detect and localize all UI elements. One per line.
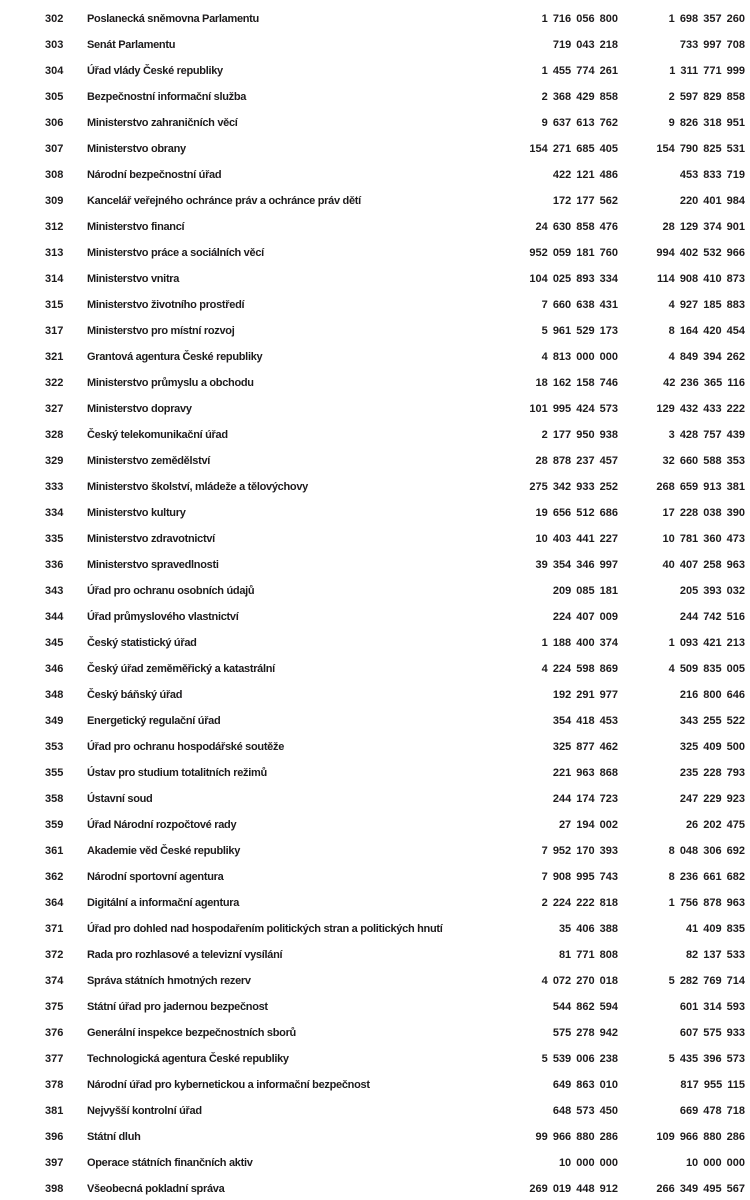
budget-amount-col2: 247 229 923 (679, 793, 745, 805)
chapter-code: 345 (45, 637, 64, 649)
chapter-code: 396 (45, 1131, 64, 1143)
budget-amount-col1: 35 406 388 (558, 923, 618, 935)
chapter-code: 346 (45, 663, 64, 675)
budget-amount-col2: 220 401 984 (679, 195, 745, 207)
table-row (0, 500, 750, 526)
budget-amount-col1: 209 085 181 (552, 585, 618, 597)
table-row (0, 318, 750, 344)
table-row (0, 656, 750, 682)
chapter-name: Energetický regulační úřad (87, 715, 221, 727)
table-row (0, 864, 750, 890)
table-row (0, 214, 750, 240)
table-row (0, 136, 750, 162)
budget-amount-col1: 7 908 995 743 (541, 871, 618, 883)
budget-amount-col2: 244 742 516 (679, 611, 745, 623)
table-row (0, 942, 750, 968)
budget-amount-col1: 224 407 009 (552, 611, 618, 623)
table-row (0, 1124, 750, 1150)
budget-amount-col2: 205 393 032 (679, 585, 745, 597)
chapter-code: 304 (45, 65, 64, 77)
budget-amount-col1: 81 771 808 (558, 949, 618, 961)
chapter-code: 355 (45, 767, 64, 779)
table-row (0, 396, 750, 422)
chapter-name: Generální inspekce bezpečnostních sborů (87, 1027, 296, 1039)
chapter-name: Úřad vlády České republiky (87, 65, 223, 77)
table-row (0, 344, 750, 370)
table-row (0, 1176, 750, 1200)
budget-amount-col2: 114 908 410 873 (657, 273, 745, 285)
table-row (0, 682, 750, 708)
chapter-name: Úřad pro ochranu osobních údajů (87, 585, 255, 597)
budget-amount-col1: 192 291 977 (552, 689, 618, 701)
chapter-code: 315 (45, 299, 64, 311)
budget-amount-col1: 4 224 598 869 (541, 663, 618, 675)
chapter-code: 333 (45, 481, 64, 493)
budget-amount-col1: 10 403 441 227 (535, 533, 618, 545)
budget-amount-col1: 172 177 562 (552, 195, 618, 207)
table-row (0, 1046, 750, 1072)
chapter-code: 362 (45, 871, 64, 883)
budget-amount-col2: 10 781 360 473 (662, 533, 745, 545)
budget-amount-col1: 4 813 000 000 (541, 351, 618, 363)
table-row (0, 552, 750, 578)
chapter-name: Národní bezpečnostní úřad (87, 169, 222, 181)
chapter-code: 372 (45, 949, 64, 961)
chapter-code: 381 (45, 1105, 64, 1117)
budget-amount-col2: 5 435 396 573 (668, 1053, 745, 1065)
budget-amount-col1: 575 278 942 (552, 1027, 618, 1039)
table-row (0, 84, 750, 110)
chapter-name: Ministerstvo zahraničních věcí (87, 117, 238, 129)
chapter-name: Akademie věd České republiky (87, 845, 241, 857)
chapter-code: 336 (45, 559, 64, 571)
budget-amount-col2: 28 129 374 901 (662, 221, 745, 233)
chapter-name: Ministerstvo průmyslu a obchodu (87, 377, 254, 389)
budget-amount-col1: 19 656 512 686 (535, 507, 618, 519)
budget-amount-col1: 2 368 429 858 (541, 91, 618, 103)
budget-amount-col1: 1 716 056 800 (541, 13, 618, 25)
chapter-code: 361 (45, 845, 64, 857)
chapter-name: Ministerstvo spravedlnosti (87, 559, 219, 571)
budget-amount-col1: 39 354 346 997 (535, 559, 618, 571)
chapter-code: 377 (45, 1053, 64, 1065)
chapter-name: Ministerstvo zemědělství (87, 455, 211, 467)
budget-amount-col1: 28 878 237 457 (535, 455, 618, 467)
chapter-name: Úřad pro ochranu hospodářské soutěže (87, 741, 285, 753)
chapter-code: 398 (45, 1183, 64, 1195)
table-row (0, 162, 750, 188)
table-row (0, 422, 750, 448)
chapter-code: 397 (45, 1157, 64, 1169)
budget-amount-col2: 607 575 933 (679, 1027, 745, 1039)
budget-amount-col2: 82 137 533 (685, 949, 745, 961)
budget-amount-col2: 1 698 357 260 (668, 13, 745, 25)
chapter-name: Český úřad zeměměřický a katastrální (87, 663, 275, 675)
budget-amount-col2: 10 000 000 (685, 1157, 745, 1169)
chapter-code: 328 (45, 429, 64, 441)
budget-amount-col1: 101 995 424 573 (529, 403, 618, 415)
chapter-code: 359 (45, 819, 64, 831)
chapter-name: Český telekomunikační úřad (87, 429, 228, 441)
budget-amount-col1: 269 019 448 912 (529, 1183, 618, 1195)
table-row (0, 188, 750, 214)
budget-amount-col1: 24 630 858 476 (535, 221, 618, 233)
chapter-name: Úřad Národní rozpočtové rady (87, 819, 237, 831)
budget-amount-col2: 817 955 115 (680, 1079, 745, 1091)
budget-amount-col2: 3 428 757 439 (668, 429, 745, 441)
chapter-name: Nejvyšší kontrolní úřad (87, 1105, 202, 1117)
chapter-name: Operace státních finančních aktiv (87, 1157, 253, 1169)
table-row (0, 838, 750, 864)
chapter-name: Český báňský úřad (87, 689, 183, 701)
chapter-code: 327 (45, 403, 64, 415)
budget-amount-col1: 10 000 000 (558, 1157, 618, 1169)
budget-amount-col1: 104 025 893 334 (529, 273, 618, 285)
chapter-name: Ministerstvo kultury (87, 507, 186, 519)
chapter-code: 353 (45, 741, 64, 753)
budget-amount-col2: 5 282 769 714 (668, 975, 745, 987)
table-row (0, 474, 750, 500)
chapter-code: 317 (45, 325, 64, 337)
budget-amount-col1: 154 271 685 405 (529, 143, 618, 155)
chapter-code: 314 (45, 273, 64, 285)
budget-amount-col2: 733 997 708 (679, 39, 745, 51)
budget-amount-col2: 268 659 913 381 (656, 481, 745, 493)
chapter-name: Kancelář veřejného ochránce práv a ochránce práv dětí (87, 195, 361, 207)
budget-amount-col1: 719 043 218 (552, 39, 618, 51)
budget-amount-col1: 325 877 462 (552, 741, 618, 753)
chapter-code: 307 (45, 143, 64, 155)
budget-amount-col2: 129 432 433 222 (656, 403, 745, 415)
budget-amount-col2: 216 800 646 (679, 689, 745, 701)
table-row (0, 760, 750, 786)
budget-amount-col2: 9 826 318 951 (668, 117, 745, 129)
table-row (0, 604, 750, 630)
chapter-code: 344 (45, 611, 64, 623)
budget-amount-col2: 26 202 475 (685, 819, 745, 831)
budget-amount-col2: 8 164 420 454 (668, 325, 745, 337)
chapter-name: Všeobecná pokladní správa (87, 1183, 225, 1195)
table-row (0, 708, 750, 734)
budget-amount-col2: 1 093 421 213 (668, 637, 745, 649)
chapter-name: Úřad průmyslového vlastnictví (87, 611, 239, 623)
table-row (0, 110, 750, 136)
budget-amount-col2: 8 048 306 692 (668, 845, 745, 857)
budget-amount-col2: 17 228 038 390 (662, 507, 745, 519)
budget-amount-col2: 41 409 835 (685, 923, 745, 935)
chapter-name: Ministerstvo zdravotnictví (87, 533, 215, 545)
budget-amount-col1: 952 059 181 760 (529, 247, 618, 259)
chapter-name: Ministerstvo pro místní rozvoj (87, 325, 235, 337)
chapter-code: 343 (45, 585, 64, 597)
budget-amount-col2: 325 409 500 (679, 741, 745, 753)
chapter-name: Ministerstvo práce a sociálních věcí (87, 247, 264, 259)
table-row (0, 1098, 750, 1124)
chapter-code: 312 (45, 221, 64, 233)
chapter-name: Digitální a informační agentura (87, 897, 240, 909)
chapter-code: 358 (45, 793, 64, 805)
budget-amount-col1: 1 455 774 261 (541, 65, 618, 77)
table-row (0, 916, 750, 942)
chapter-name: Národní sportovní agentura (87, 871, 224, 883)
chapter-code: 376 (45, 1027, 64, 1039)
chapter-code: 305 (45, 91, 64, 103)
chapter-name: Národní úřad pro kybernetickou a informační bezpečnost (87, 1079, 370, 1091)
chapter-name: Ministerstvo financí (87, 221, 185, 233)
budget-amount-col1: 1 188 400 374 (541, 637, 618, 649)
chapter-name: Státní úřad pro jadernou bezpečnost (87, 1001, 268, 1013)
budget-amount-col2: 1 756 878 963 (668, 897, 745, 909)
budget-amount-col1: 99 966 880 286 (535, 1131, 618, 1143)
budget-amount-col1: 7 660 638 431 (541, 299, 618, 311)
chapter-code: 335 (45, 533, 64, 545)
budget-amount-col1: 27 194 002 (558, 819, 618, 831)
budget-amount-col1: 2 224 222 818 (541, 897, 618, 909)
chapter-code: 303 (45, 39, 64, 51)
chapter-name: Český statistický úřad (87, 637, 197, 649)
table-row (0, 1150, 750, 1176)
table-row (0, 578, 750, 604)
budget-amount-col1: 5 539 006 238 (541, 1053, 618, 1065)
chapter-code: 302 (45, 13, 64, 25)
budget-amount-col2: 109 966 880 286 (656, 1131, 745, 1143)
chapter-name: Senát Parlamentu (87, 39, 176, 51)
chapter-code: 322 (45, 377, 64, 389)
budget-amount-col1: 7 952 170 393 (541, 845, 618, 857)
chapter-code: 349 (45, 715, 64, 727)
budget-amount-col1: 544 862 594 (552, 1001, 618, 1013)
chapter-code: 334 (45, 507, 64, 519)
chapter-code: 375 (45, 1001, 64, 1013)
budget-amount-col2: 40 407 258 963 (662, 559, 745, 571)
budget-amount-col2: 235 228 793 (679, 767, 745, 779)
chapter-name: Ministerstvo školství, mládeže a tělovýchovy (87, 481, 308, 493)
chapter-name: Poslanecká sněmovna Parlamentu (87, 13, 259, 25)
chapter-name: Úřad pro dohled nad hospodařením politických stran a politických hnutí (87, 923, 443, 935)
table-row (0, 968, 750, 994)
chapter-code: 378 (45, 1079, 64, 1091)
budget-amount-col1: 221 963 868 (552, 767, 618, 779)
chapter-name: Ministerstvo obrany (87, 143, 186, 155)
table-row (0, 240, 750, 266)
budget-amount-col2: 4 849 394 262 (668, 351, 745, 363)
table-row (0, 32, 750, 58)
chapter-code: 313 (45, 247, 64, 259)
table-row (0, 448, 750, 474)
chapter-code: 348 (45, 689, 64, 701)
budget-amount-col1: 354 418 453 (552, 715, 618, 727)
table-row (0, 1020, 750, 1046)
budget-amount-col2: 994 402 532 966 (656, 247, 745, 259)
table-row (0, 6, 750, 32)
budget-amount-col2: 1 311 771 999 (669, 65, 745, 77)
budget-amount-col1: 244 174 723 (552, 793, 618, 805)
chapter-code: 321 (45, 351, 64, 363)
budget-amount-col2: 4 927 185 883 (668, 299, 745, 311)
chapter-name: Technologická agentura České republiky (87, 1053, 289, 1065)
chapter-name: Bezpečnostní informační služba (87, 91, 247, 103)
chapter-code: 306 (45, 117, 64, 129)
budget-amount-col1: 649 863 010 (552, 1079, 618, 1091)
budget-amount-col1: 275 342 933 252 (529, 481, 618, 493)
budget-amount-col2: 42 236 365 116 (663, 377, 745, 389)
table-row (0, 734, 750, 760)
chapter-name: Grantová agentura České republiky (87, 351, 263, 363)
budget-amount-col2: 453 833 719 (679, 169, 745, 181)
budget-amount-col1: 5 961 529 173 (541, 325, 618, 337)
chapter-name: Rada pro rozhlasové a televizní vysílání (87, 949, 283, 961)
budget-amount-col2: 4 509 835 005 (668, 663, 745, 675)
table-row (0, 266, 750, 292)
budget-amount-col1: 18 162 158 746 (535, 377, 618, 389)
chapter-name: Správa státních hmotných rezerv (87, 975, 251, 987)
budget-amount-col2: 8 236 661 682 (668, 871, 745, 883)
chapter-code: 364 (45, 897, 64, 909)
budget-amount-col1: 2 177 950 938 (541, 429, 618, 441)
budget-amount-col1: 4 072 270 018 (541, 975, 618, 987)
budget-amount-col1: 422 121 486 (552, 169, 618, 181)
chapter-code: 309 (45, 195, 64, 207)
chapter-code: 374 (45, 975, 64, 987)
chapter-name: Ministerstvo dopravy (87, 403, 192, 415)
table-row (0, 890, 750, 916)
chapter-code: 329 (45, 455, 64, 467)
table-row (0, 58, 750, 84)
chapter-code: 371 (45, 923, 64, 935)
chapter-name: Státní dluh (87, 1131, 141, 1143)
budget-amount-col2: 32 660 588 353 (662, 455, 745, 467)
budget-amount-col2: 601 314 593 (679, 1001, 745, 1013)
budget-amount-col2: 266 349 495 567 (656, 1183, 745, 1195)
table-row (0, 370, 750, 396)
table-row (0, 994, 750, 1020)
chapter-name: Ministerstvo životního prostředí (87, 299, 245, 311)
table-row (0, 630, 750, 656)
budget-amount-col2: 2 597 829 858 (668, 91, 745, 103)
budget-amount-col1: 648 573 450 (552, 1105, 618, 1117)
table-row (0, 292, 750, 318)
chapter-name: Ministerstvo vnitra (87, 273, 180, 285)
chapter-name: Ústav pro studium totalitních režimů (87, 767, 267, 779)
chapter-name: Ústavní soud (87, 793, 153, 805)
chapter-code: 308 (45, 169, 64, 181)
table-row (0, 786, 750, 812)
budget-amount-col2: 343 255 522 (679, 715, 745, 727)
budget-amount-col1: 9 637 613 762 (541, 117, 618, 129)
budget-amount-col2: 154 790 825 531 (656, 143, 745, 155)
table-row (0, 1072, 750, 1098)
table-row (0, 812, 750, 838)
table-row (0, 526, 750, 552)
budget-amount-col2: 669 478 718 (679, 1105, 745, 1117)
